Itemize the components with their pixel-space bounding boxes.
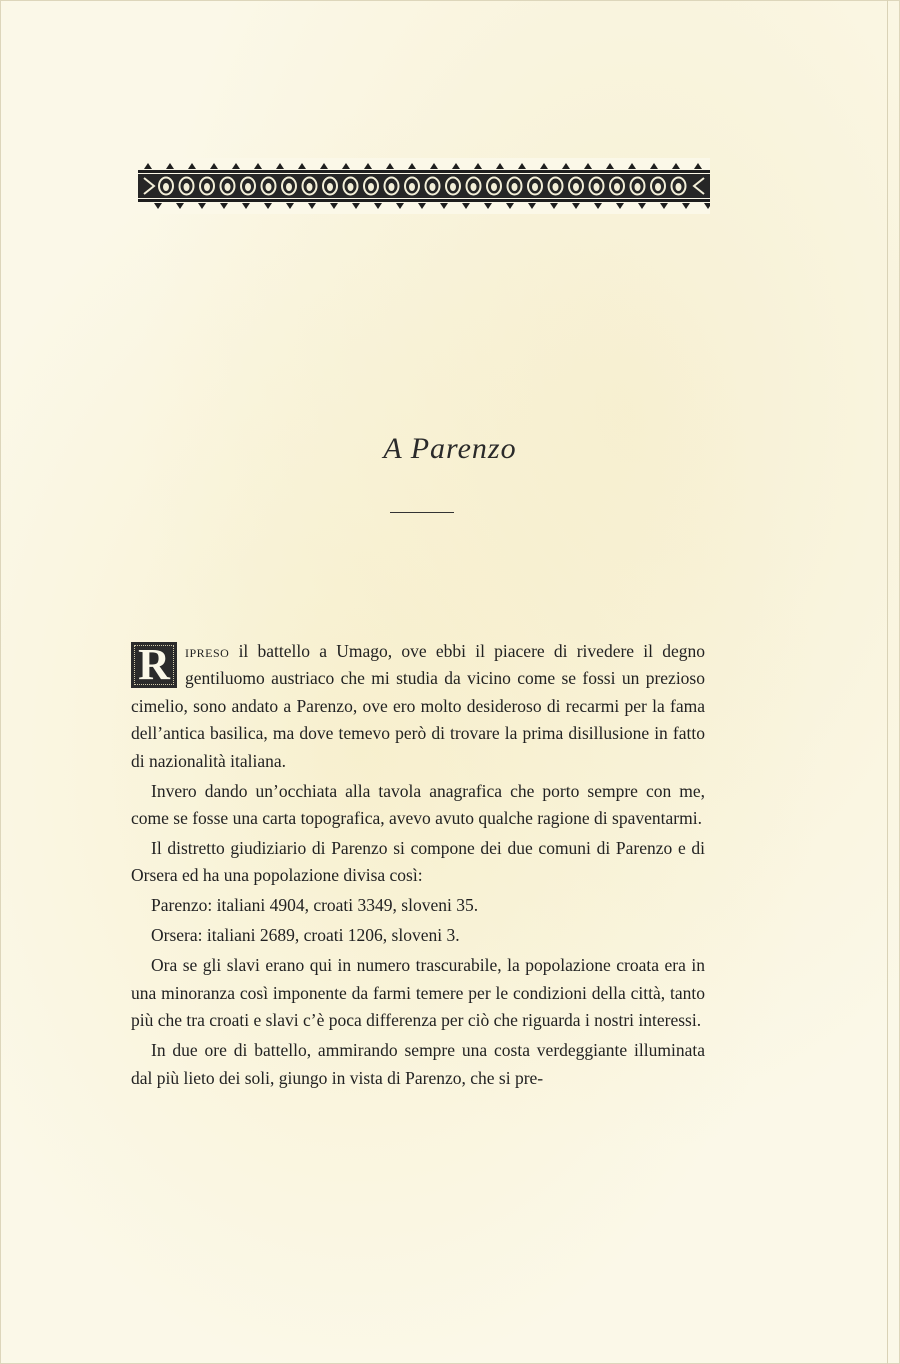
decorative-headpiece — [138, 158, 710, 214]
paragraph: Ora se gli slavi erano qui in numero trascurabile, la popolazione croata era in una minoranza così imponente da farmi temere per le condizioni della città, tanto più che tra croati e slavi c’è poca differenza per ciò che riguarda i nostri interessi. — [131, 955, 705, 1031]
page-edge — [887, 0, 888, 1364]
body-text — [131, 638, 705, 1095]
dropcap-initial: R — [131, 642, 177, 688]
paragraph: Invero dando un’occhiata alla tavola anagrafica che porto sempre con me, come se fosse una carta topografica, avevo avuto qualche ragione di spaventarmi. — [131, 780, 705, 829]
chapter-title: A Parenzo — [383, 432, 517, 465]
paragraph-text: il battello a Umago, ove ebbi il piacere di rivedere il degno gentiluomo austriaco che mi studia da vicino come se fossi un prezioso cimelio, sono andato a Parenzo, ove ero molto desideroso di recarmi per la fama dell’antica basilica, ma dove temevo però di trovare la prima disillusione in fatto di nazionalità italiana. — [131, 641, 705, 771]
paragraph — [131, 638, 705, 775]
title-rule — [390, 512, 454, 513]
paragraph: Orsera: italiani 2689, croati 1206, sloveni 3. — [151, 925, 460, 946]
paragraph: In due ore di battello, ammirando sempre una costa verdeggiante illuminata dal più lieto dei soli, giungo in vista di Parenzo, che si pre- — [131, 1040, 705, 1088]
first-word-rest: ipreso — [185, 641, 230, 661]
paragraph: Parenzo: italiani 4904, croati 3349, sloveni 35. — [151, 895, 479, 916]
paragraph: Il distretto giudiziario di Parenzo si compone dei due comuni di Parenzo e di Orsera ed ha una popolazione divisa così: — [131, 838, 705, 886]
